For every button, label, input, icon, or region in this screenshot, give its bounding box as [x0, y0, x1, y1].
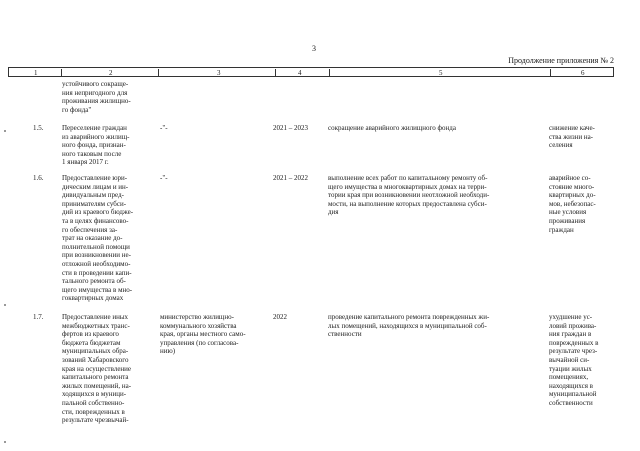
continued-measure-text: устойчивого сокраще- ния непригодного для проживания жилищно- го фонда": [62, 80, 131, 114]
row-result: выполнение всех работ по капитальному ремонту об- щего имущества в многоквартирных домах на терри- тории края при возникновении неотложной необходи- мости, на выполнение которых предоставлена субси- дия: [328, 174, 490, 217]
page-number: 3: [312, 44, 316, 53]
row-effect: аварийное со- стояние много- квартирных до- мов, небезопас- ные условия проживания граждан: [549, 174, 596, 234]
row-number: 1.5.: [33, 124, 44, 132]
row-executor: -"-: [160, 174, 168, 182]
row-period: 2022: [273, 313, 287, 321]
table-header-row: [8, 67, 614, 77]
row-number: 1.6.: [33, 174, 44, 182]
row-measure: Предоставление иных межбюджетных транс- фертов из краевого бюджета бюджетам муниципальных обра- зований Хабаровского края на осуществление капитального ремонта жилых помещений, на- ходящихся в муници- пальной собственно- сти, поврежденных в результате чрезвычай-: [62, 313, 132, 425]
header-col-3: 3: [217, 69, 221, 77]
scan-mark: [4, 304, 6, 306]
row-period: 2021 – 2023: [273, 124, 308, 132]
row-measure: Переселение граждан из аварийного жилищ- ного фонда, признан- ного таковым после 1 января 2017 г.: [62, 124, 130, 167]
row-number: 1.7.: [33, 313, 44, 321]
row-effect: снижение каче- ства жизни на- селения: [549, 124, 595, 150]
continuation-label: Продолжение приложения № 2: [508, 56, 614, 65]
header-col-5: 5: [439, 69, 443, 77]
row-period: 2021 – 2022: [273, 174, 308, 182]
header-col-2: 2: [109, 69, 113, 77]
header-col-1: 1: [34, 69, 38, 77]
scan-mark: [4, 441, 6, 443]
row-effect: ухудшение ус- ловий прожива- ния граждан в поврежденных в результате чрез- вычайной си- туации жилых помещениях, находящихся в муниципальной собственности: [549, 313, 599, 407]
scan-mark: [4, 130, 6, 132]
row-result: проведение капитального ремонта поврежденных жи- лых помещений, находящихся в муниципальной соб- ственности: [328, 313, 490, 339]
row-executor: -"-: [160, 124, 168, 132]
row-measure: Предоставление юри- дическим лицам и ин- дивидуальным пред- принимателям субси- дий из краевого бюдже- та в целях финансово- го обеспечения за- трат на оказание до- полнительной помощи при возникновении не- отложной необходимо- сти в проведении капи- тального ремонта об- щего имущества в мно- гоквартирных домах: [62, 174, 134, 303]
header-col-6: 6: [581, 69, 585, 77]
header-col-4: 4: [298, 69, 302, 77]
row-executor: министерство жилищно- коммунального хозяйства края, органы местного само- управления (по согласова- нию): [160, 313, 246, 356]
row-result: сокращение аварийного жилищного фонда: [328, 124, 456, 132]
